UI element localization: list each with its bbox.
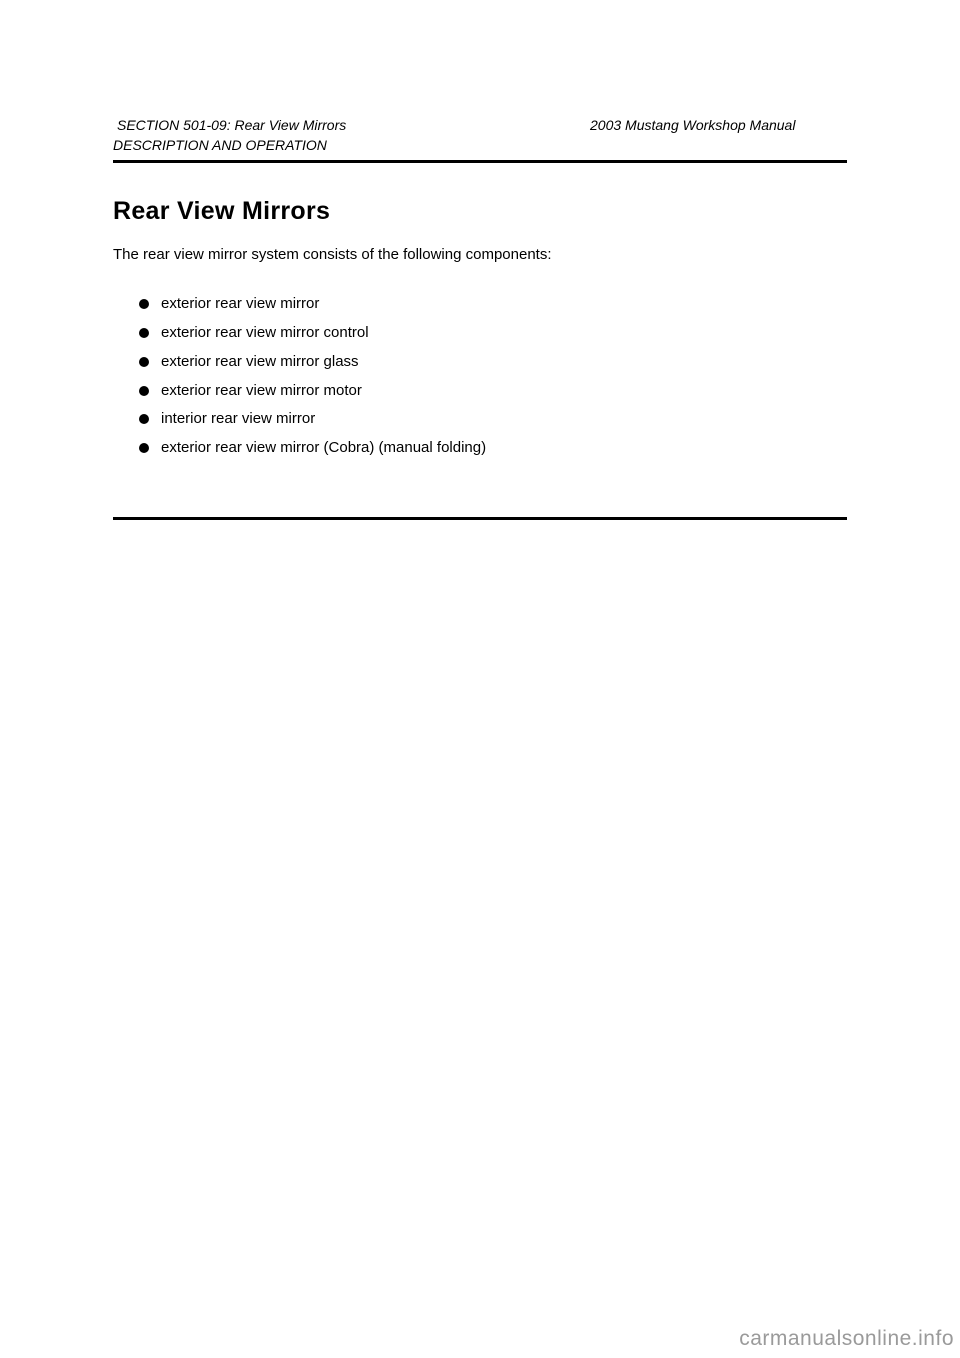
list-item-text: exterior rear view mirror glass <box>161 353 359 370</box>
bullet-icon <box>139 443 149 453</box>
header-divider <box>113 160 847 163</box>
bullet-icon <box>139 414 149 424</box>
list-item-text: exterior rear view mirror control <box>161 324 369 341</box>
header-section-title: SECTION 501-09: Rear View Mirrors <box>117 117 347 133</box>
bullet-icon <box>139 299 149 309</box>
intro-paragraph: The rear view mirror system consists of the following components: <box>113 246 552 263</box>
watermark-text: carmanualsonline.info <box>739 1327 954 1350</box>
bullet-icon <box>139 357 149 367</box>
list-item-text: exterior rear view mirror (Cobra) (manual folding) <box>161 439 487 456</box>
page-title: Rear View Mirrors <box>113 197 331 225</box>
bullet-icon <box>139 328 149 338</box>
header-manual-title: 2003 Mustang Workshop Manual <box>590 117 796 133</box>
list-item-text: exterior rear view mirror <box>161 295 320 312</box>
bullet-icon <box>139 386 149 396</box>
list-item-text: interior rear view mirror <box>161 410 316 427</box>
content-divider <box>113 517 847 520</box>
list-item-text: exterior rear view mirror motor <box>161 382 362 399</box>
header-subsection: DESCRIPTION AND OPERATION <box>113 137 327 153</box>
